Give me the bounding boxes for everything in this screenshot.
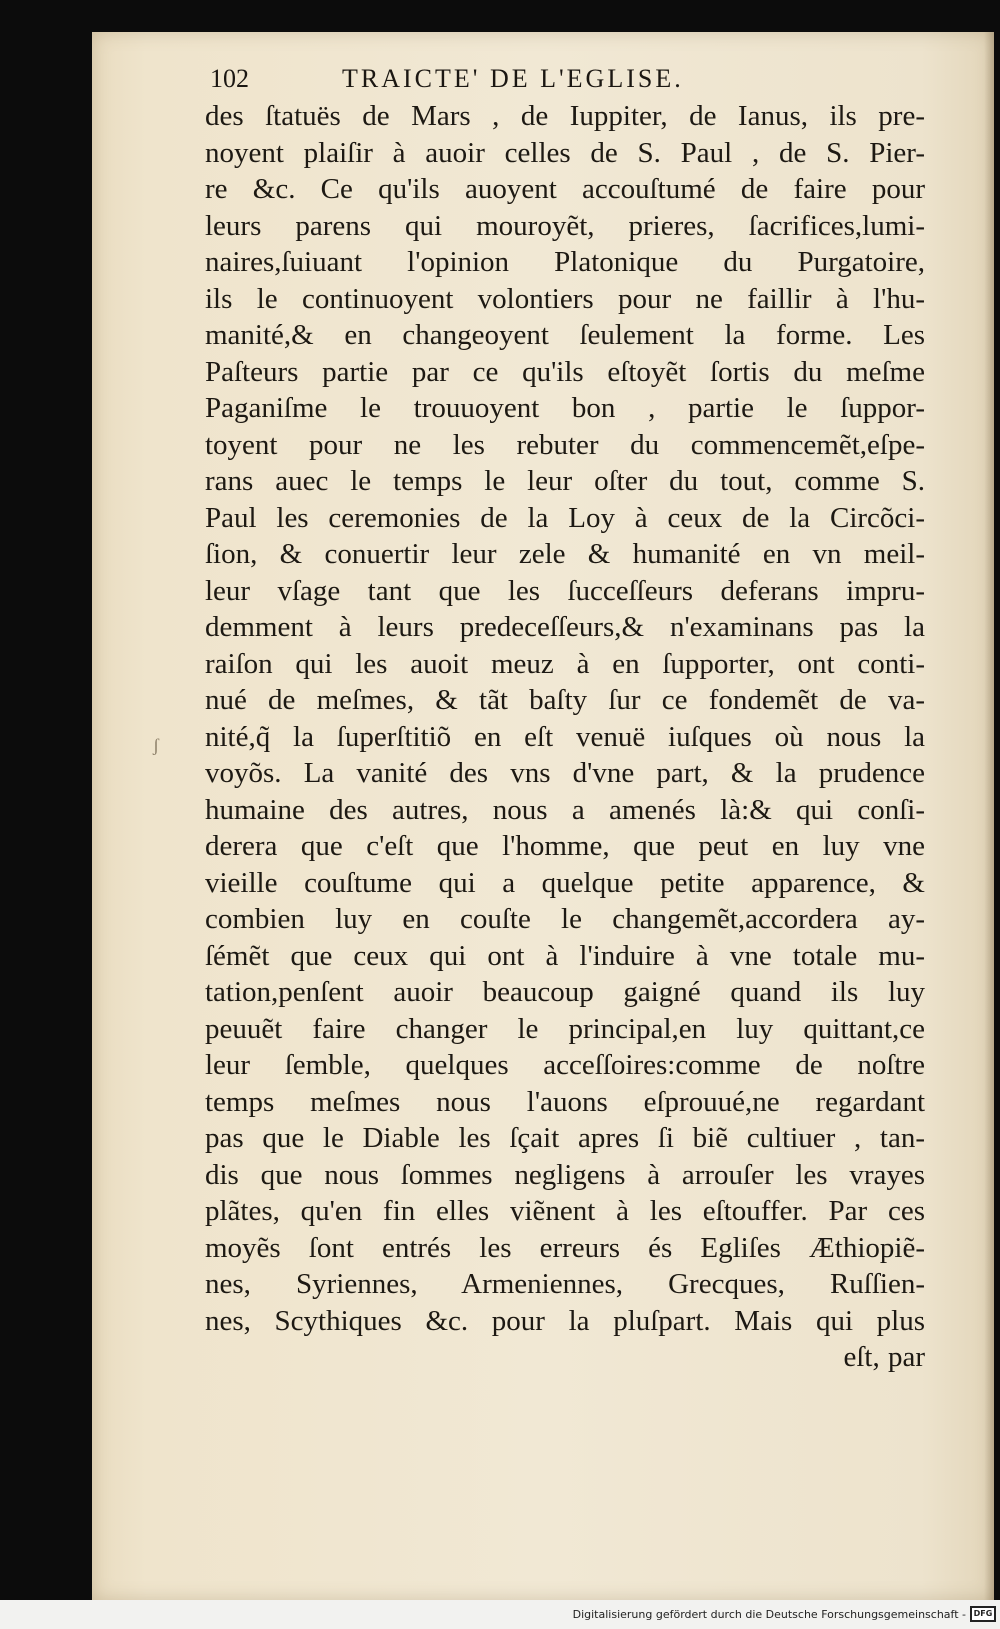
text-line: humaine des autres, nous a amenés là:& qui conſi-	[205, 793, 925, 826]
text-line: Paſteurs partie par ce qu'ils eſtoyẽt ſortis du meſme	[205, 355, 925, 388]
text-line: moyẽs ſont entrés les erreurs és Egliſes Æthiopiẽ-	[205, 1231, 925, 1264]
text-line: peuuẽt faire changer le principal,en luy quittant,ce	[205, 1012, 925, 1045]
text-line: pas que le Diable les ſçait apres ſi biẽ cultiuer , tan-	[205, 1122, 925, 1154]
text-line: re &c. Ce qu'ils auoyent accouſtumé de faire pour	[205, 173, 925, 205]
text-line: leur vſage tant que les ſucceſſeurs deferans impru-	[205, 574, 925, 607]
text-line: noyent plaiſir à auoir celles de S. Paul , de S. Pier-	[205, 136, 925, 169]
text-line: dis que nous ſommes negligens à arrouſer les vrayes	[205, 1158, 925, 1191]
text-line: tation,penſent auoir beaucoup gaigné quand ils luy	[205, 976, 925, 1008]
text-line: demment à leurs predeceſſeurs,& n'examinans pas la	[205, 611, 925, 643]
dfg-logo: DFG	[970, 1606, 996, 1622]
text-line: raiſon qui les auoit meuz à en ſupporter, ont conti-	[205, 647, 925, 680]
text-line: naires,ſuiuant l'opinion Platonique du Purgatoire,	[205, 246, 925, 278]
text-line: leurs parens qui mouroyẽt, prieres, ſacrifices,lumi-	[205, 209, 925, 242]
text-line: combien luy en couſte le changemẽt,accordera ay-	[205, 903, 925, 935]
text-line: plãtes, qu'en fin elles viẽnent à les eſtouffer. Par ces	[205, 1195, 925, 1227]
digitization-credit: Digitalisierung gefördert durch die Deutsche Forschungsgemeinschaft -	[572, 1608, 966, 1621]
margin-mark: ʃ	[153, 735, 159, 755]
text-line: toyent pour ne les rebuter du commencemẽt,eſpe-	[205, 428, 925, 461]
text-line: des ſtatuës de Mars , de Iuppiter, de Ianus, ils pre-	[205, 100, 925, 132]
text-line: ils le continuoyent volontiers pour ne faillir à l'hu-	[205, 282, 925, 315]
credit-bar	[0, 1600, 1000, 1629]
text-line: voyõs. La vanité des vns d'vne part, & la prudence	[205, 757, 925, 789]
body-text	[205, 98, 925, 1376]
text-line: Paganiſme le trouuoyent bon , partie le ſuppor-	[205, 392, 925, 424]
text-line: vieille couſtume qui a quelque petite apparence, &	[205, 866, 925, 899]
page-number: 102	[210, 64, 249, 93]
running-title: TRAICTE' DE L'EGLISE.	[342, 64, 684, 93]
text-line: manité,& en changeoyent ſeulement la forme. Les	[205, 319, 925, 351]
text-line: nes, Syriennes, Armeniennes, Grecques, Ruſſien-	[205, 1268, 925, 1300]
text-line: nité,q̃ la ſuperſtitiõ en eſt venuë iuſques où nous la	[205, 720, 925, 753]
running-head	[210, 64, 910, 94]
text-line: derera que c'eſt que l'homme, que peut en luy vne	[205, 830, 925, 862]
text-line: nes, Scythiques &c. pour la pluſpart. Mais qui plus	[205, 1304, 925, 1337]
text-line: nué de meſmes, & tãt baſty ſur ce fondemẽt de va-	[205, 684, 925, 716]
page-edge-shadow	[984, 32, 994, 1600]
text-line: ſémẽt que ceux qui ont à l'induire à vne totale mu-	[205, 939, 925, 972]
text-line: rans auec le temps le leur oſter du tout, comme S.	[205, 465, 925, 497]
text-line: temps meſmes nous l'auons eſprouué,ne regardant	[205, 1085, 925, 1118]
text-line: eſt, par	[843, 1341, 925, 1373]
text-line: ſion, & conuertir leur zele & humanité en vn meil-	[205, 538, 925, 570]
text-line: Paul les ceremonies de la Loy à ceux de la Circõci-	[205, 501, 925, 534]
text-line: leur ſemble, quelques acceſſoires:comme de noſtre	[205, 1049, 925, 1081]
